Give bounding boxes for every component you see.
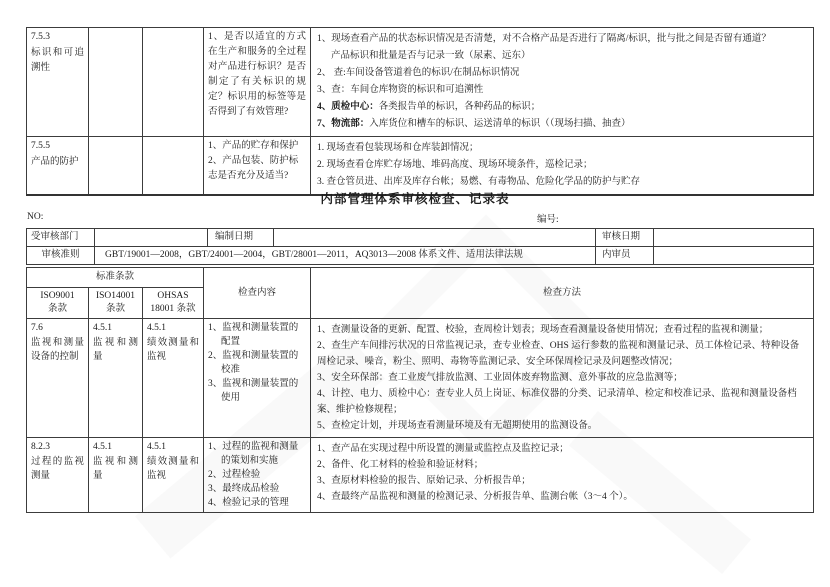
cell-check-content: [204, 319, 311, 438]
clause-number: 7.6: [31, 323, 43, 333]
clause-title: 过程的监视测量: [31, 457, 84, 481]
cell-iso14001: [89, 319, 143, 438]
cell-check-method: [311, 137, 814, 196]
criteria-value: GBT/19001—2008，GBT/24001—2004，GBT/28001—2011，AQ3013—2008 体系文件、适用法律法规: [95, 247, 596, 265]
prep-date-value: [274, 229, 596, 247]
clause-number: 4.5.1: [147, 442, 166, 452]
method-line: [317, 116, 807, 133]
header-line: 条款: [47, 304, 67, 314]
audited-dept-value: [95, 229, 208, 247]
check-content-line: 1、过程的监视和测量的策划和实施: [208, 442, 299, 466]
header-line: ISO14001: [95, 291, 136, 301]
cell-check-method: [311, 438, 814, 513]
header-iso9001: [27, 288, 89, 319]
cell-clause: [27, 28, 89, 137]
check-content-line: 2、产品包装、防护标志是否充分及适当?: [208, 156, 299, 181]
table-row: [27, 28, 814, 137]
table-row: [27, 438, 814, 513]
table-row: [27, 268, 814, 288]
clause-number: 4.5.1: [147, 323, 166, 333]
clause-number: 8.2.3: [31, 442, 50, 452]
check-content-line: 3、监视和测量装置的使用: [208, 379, 299, 403]
auditor-value: [654, 247, 814, 265]
method-line: [317, 99, 807, 116]
audited-dept-label: 受审核部门: [27, 229, 95, 247]
check-content-text: 1、是否以适宜的方式在生产和服务的全过程对产品进行标识？是否制定了有关标识的规定？标识用的标签等是否得到了有效管理?: [208, 32, 306, 117]
clause-number: 7.5.5: [31, 141, 50, 151]
cell-check-content: [204, 137, 311, 196]
method-line: 3、查：车间仓库物资的标识和可追溯性: [317, 85, 484, 95]
method-line: 3、安全环保部：查工业废气排放监测、工业固体废弃物监测、意外事故的应急监测等；: [317, 373, 683, 383]
top-table: [26, 27, 814, 196]
cell-ohsas: [143, 137, 204, 196]
dept-label: 4、质检中心：: [317, 102, 379, 112]
header-check-method: 检查方法: [311, 268, 814, 319]
audit-date-label: 审核日期: [596, 229, 654, 247]
check-content-line: 3、最终成品检验: [208, 484, 280, 494]
cell-iso14001: [89, 28, 143, 137]
check-content-line: 1、产品的贮存和保护: [208, 141, 299, 151]
auditor-label: 内审员: [596, 247, 654, 265]
check-content-line: 4、检验记录的管理: [208, 498, 289, 508]
method-line: 1、现场查看产品的状态标识情况是否清楚，对不合格产品是否进行了隔离/标识，批与批之间是否留有通道？: [317, 34, 771, 44]
check-content-line: 2、监视和测量装置的校准: [208, 351, 299, 375]
header-ohsas: [143, 288, 204, 319]
main-table: [26, 267, 814, 513]
method-line: 1、查产品在实现过程中所设置的测量或监控点及监控记录；: [317, 444, 569, 454]
cell-check-content: [204, 28, 311, 137]
clause-number: 7.5.3: [31, 32, 50, 42]
cell-check-method: [311, 319, 814, 438]
method-line: 1、查测量设备的更新、配置、校验，查周检计划表；现场查看测量设备使用情况；查看过程的监视和测量；: [317, 325, 769, 335]
cell-check-method: [311, 28, 814, 137]
no-label: NO:: [27, 212, 44, 222]
prep-date-label: 编制日期: [208, 229, 274, 247]
clause-title: 产品的防护: [31, 157, 79, 167]
method-line: 2、查生产车间排污状况的日常监视记录，查专业检查、OHS 运行参数的监视和测量记录、员工体检记录、特种设备周检记录、噪音，粉尘、照明、毒物等监测记录、安全环保周检记录及问题整改情况；: [317, 341, 800, 367]
code-label: 编号:: [537, 215, 559, 225]
table-row: [27, 229, 814, 247]
clause-number: 4.5.1: [93, 323, 112, 333]
clause-title: 监视和测量设备的控制: [31, 338, 84, 362]
method-line: 1. 现场查看包装现场和仓库装卸情况；: [317, 143, 479, 153]
cell-ohsas: [143, 319, 204, 438]
cell-ohsas: [143, 438, 204, 513]
clause-title: 监视和测量: [93, 457, 138, 481]
cell-clause: [27, 438, 89, 513]
method-line: 3、查原材料检验的报告、原始记录、分析报告单；: [317, 476, 531, 486]
clause-title: 监视和测量: [93, 338, 138, 362]
header-line: ISO9001: [40, 291, 75, 301]
method-line: 3. 查仓管员进、出库及库存台帐；易燃、有毒物品、危险化学品的防护与贮存: [317, 177, 641, 187]
table-row: [27, 137, 814, 196]
cell-iso14001: [89, 137, 143, 196]
page-title: 内部管理体系审核检查、记录表: [320, 192, 510, 206]
method-line: 2. 现场查看仓库贮存场地、堆码高度、现场环境条件，巡检记录；: [317, 160, 593, 170]
clause-title: 绩效测量和监视: [147, 457, 199, 481]
header-standard-clauses: 标准条款: [27, 268, 204, 288]
audit-date-value: [654, 229, 814, 247]
header-line: 条款: [105, 304, 125, 314]
table-row: [27, 319, 814, 438]
header-iso14001: [89, 288, 143, 319]
header-check-content: 检查内容: [204, 268, 311, 319]
cell-ohsas: [143, 28, 204, 137]
table-row: [27, 247, 814, 265]
method-text: 各类报告单的标识，各种药品的标识；: [378, 102, 541, 112]
method-line: 2、备件、化工材料的检验和验证材料；: [317, 460, 484, 470]
dept-label: 7、物流部：: [317, 119, 370, 129]
clause-title: 绩效测量和监视: [147, 338, 199, 362]
header-line: 18001 条款: [150, 304, 196, 314]
method-line: 4、查最终产品监视和测量的检测记录、分析报告单、监测台帐（3～4 个）。: [317, 492, 633, 502]
method-line: 产品标识和批量是否与记录一致（尿素、远东）: [331, 51, 531, 61]
method-line: 4、计控、电力、质检中心：查专业人员上岗证、标准仪器的分类、记录清单、检定和校准记录、监视和测量设备档案、维护检修规程；: [317, 389, 797, 415]
cell-iso14001: [89, 438, 143, 513]
info-table: [26, 228, 814, 265]
check-content-line: 2、过程检验: [208, 470, 261, 480]
method-line: 5、查检定计划，并现场查看测量环境及有无超期使用的监测设备。: [317, 421, 598, 431]
cell-check-content: [204, 438, 311, 513]
cell-clause: [27, 137, 89, 196]
criteria-label: 审核准则: [27, 247, 95, 265]
check-content-line: 1、监视和测量装置的配置: [208, 323, 299, 347]
clause-title: 标识和可追溯性: [31, 48, 84, 73]
cell-clause: [27, 319, 89, 438]
method-line: 2、 查:车间设备管道着色的标识/在制品标识情况: [317, 68, 520, 78]
method-text: 入库货位和槽车的标识、运送清单的标识（（现场扫描、抽查）: [369, 119, 631, 129]
header-line: OHSAS: [157, 291, 189, 301]
clause-number: 4.5.1: [93, 442, 112, 452]
